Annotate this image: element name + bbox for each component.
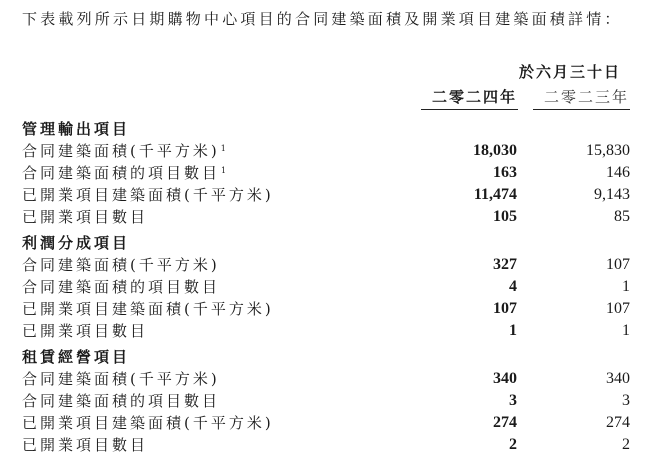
value-previous: 9,143 [594,186,630,203]
section-management-output [22,118,634,228]
row-label: 合同建築面積的項目數目$^1$ [22,164,227,182]
table-row [22,140,634,162]
date-column-header: 於六月三十日 [518,63,622,81]
value-previous: 2 [622,436,630,453]
row-label: 合同建築面積(千平方米) [22,370,220,388]
row-label: 已開業項目數目 [22,436,149,454]
table-row [22,412,634,434]
section-title: 管理輸出項目 [22,120,131,138]
value-current: 11,474 [473,186,517,203]
value-current: 274 [493,414,517,431]
value-current: 340 [493,370,517,387]
table-row [22,320,634,342]
section-title: 租賃經營項目 [22,348,131,366]
table-row [22,184,634,206]
value-current: 163 [493,164,517,181]
current-year-underline [421,109,518,110]
row-label: 已開業項目建築面積(千平方米) [22,186,274,204]
table-row [22,206,634,228]
value-previous: 107 [606,256,630,273]
value-current: 1 [509,322,517,339]
value-previous: 15,830 [586,142,630,159]
value-previous: 146 [606,164,630,181]
value-previous: 3 [622,392,630,409]
value-current: 4 [509,278,517,295]
table-row [22,390,634,412]
row-label: 合同建築面積的項目數目 [22,392,221,410]
section-leasing-operation [22,346,634,456]
row-label: 已開業項目建築面積(千平方米) [22,414,274,432]
table-row [22,368,634,390]
value-current: 107 [493,300,517,317]
value-current: 105 [493,208,517,225]
section-profit-sharing [22,232,634,342]
value-current: 3 [509,392,517,409]
footnote-marker: 1 [221,166,227,175]
row-label: 已開業項目建築面積(千平方米) [22,300,274,318]
table-row [22,254,634,276]
value-current: 2 [509,436,517,453]
row-label: 合同建築面積(千平方米) [22,256,220,274]
current-year-header: 二零二四年 [431,88,517,106]
row-label: 合同建築面積(千平方米)$^1$ [22,142,226,160]
value-previous: 1 [622,322,630,339]
value-previous: 340 [606,370,630,387]
value-previous: 85 [614,208,630,225]
row-label: 已開業項目數目 [22,322,149,340]
previous-year-header: 二零二三年 [543,88,629,106]
value-current: 327 [493,256,517,273]
value-previous: 1 [622,278,630,295]
value-previous: 274 [606,414,630,431]
table-row [22,276,634,298]
row-label: 合同建築面積的項目數目 [22,278,221,296]
table-row [22,298,634,320]
value-current: 18,030 [473,142,517,159]
previous-year-underline [533,109,630,110]
footnote-marker: 1 [220,144,226,153]
intro-paragraph: 下表載列所示日期購物中心項目的合同建築面積及開業項目建築面積詳情： [22,10,623,28]
table-row [22,434,634,456]
row-label: 已開業項目數目 [22,208,149,226]
section-title: 利潤分成項目 [22,234,131,252]
value-previous: 107 [606,300,630,317]
table-row [22,162,634,184]
